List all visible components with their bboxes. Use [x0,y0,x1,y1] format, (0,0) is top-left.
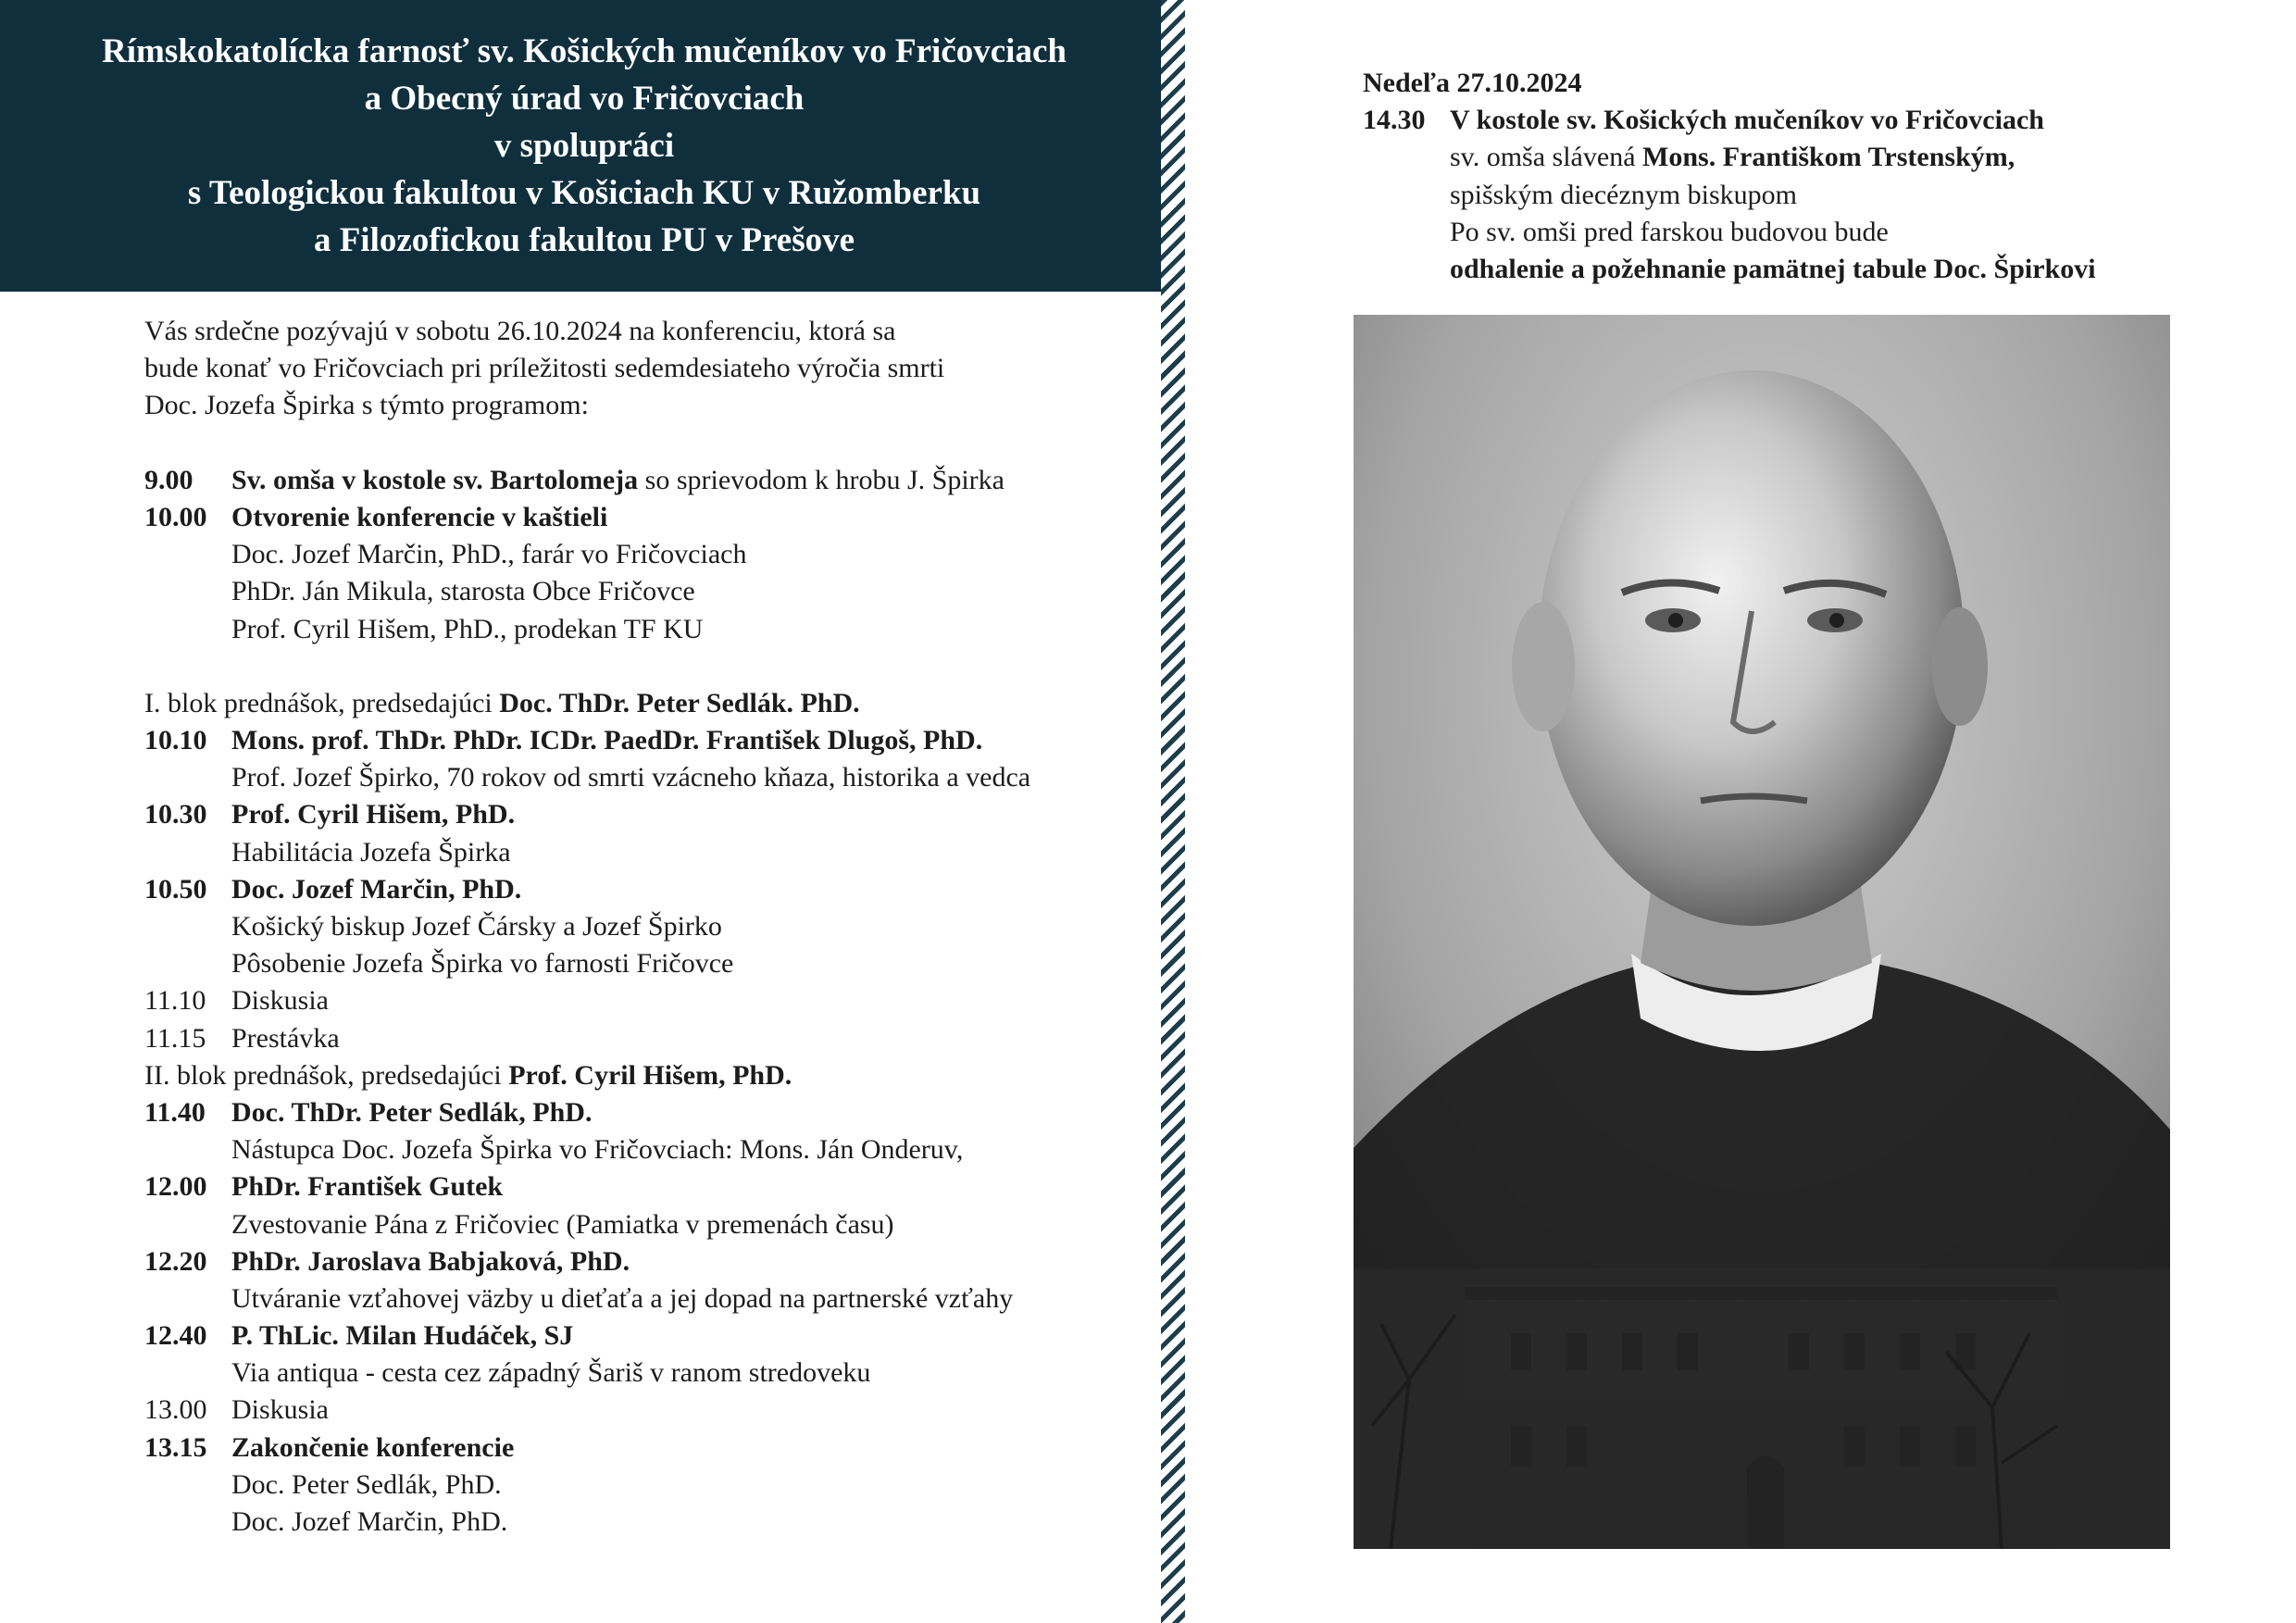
program-item-1000 [144,499,1154,536]
program-title: Prestávka [231,1022,340,1054]
program-item-1315 [144,1429,1154,1467]
program-detail: Prof. Jozef Špirko, 70 rokov od smrti vzácneho kňaza, historika a vedca [231,762,1031,793]
program-detail: Pôsobenie Jozefa Špirka vo farnosti Fričovce [231,948,734,980]
sunday-detail-1: sv. omša slávená Mons. Františkom Trstenským, [1450,142,2015,173]
program-item-1140 [144,1094,1154,1131]
header-line-2: a Obecný úrad vo Fričovciach [364,80,805,118]
program-detail: Habilitácia Jozefa Špirka [231,836,511,868]
program-time: 12.40 [144,1320,207,1352]
block-1-chair: Doc. ThDr. Peter Sedlák. PhD. [499,687,860,718]
program-title: Sv. omša v kostole sv. Bartolomeja [231,464,639,495]
program-item-1050 [144,871,1154,908]
program-detail: Košický biskup Jozef Čársky a Jozef Špirko [231,911,722,942]
header-line-1: Rímskokatolícka farnosť sv. Košických mučeníkov vo Fričovciach [102,32,1067,70]
program-detail: Doc. Peter Sedlák, PhD. [231,1468,502,1500]
sunday-date: Nedeľa 27.10.2024 [1363,68,1582,98]
program-time: 10.00 [144,501,207,532]
header-line-5: a Filozofickou fakultou PU v Prešove [313,221,855,259]
program-time: 9.00 [144,464,193,495]
program-detail: Utváranie vzťahovej väzby u dieťaťa a jej dopad na partnerské vzťahy [231,1282,1014,1314]
program-title: Otvorenie konferencie v kaštieli [231,501,608,532]
sunday-section [1363,65,2196,288]
sunday-title: V kostole sv. Košických mučeníkov vo Fričovciach [1450,105,2044,136]
program-time: 12.20 [144,1245,207,1277]
program-title: Doc. Jozef Marčin, PhD. [231,873,522,905]
program-detail: so sprievodom k hrobu J. Špirka [638,464,1004,495]
program-title: P. ThLic. Milan Hudáček, SJ [231,1320,574,1352]
program-item-1240 [144,1317,1154,1355]
program-title: Doc. ThDr. Peter Sedlák, PhD. [231,1096,593,1128]
program-column [144,313,1154,1541]
program-time: 13.15 [144,1431,207,1463]
program-time: 11.40 [144,1096,206,1128]
header-banner [0,0,1168,292]
program-title: PhDr. František Gutek [231,1171,504,1203]
sunday-detail-2: spišským diecéznym biskupom [1450,179,1797,210]
sunday-time: 14.30 [1363,105,1426,136]
program-item-1220 [144,1243,1154,1280]
program-detail: Zvestovanie Pána z Fričoviec (Pamiatka v premenách času) [231,1208,894,1240]
program-item-1115 [144,1020,1154,1057]
intro-line-3: Doc. Jozefa Špirka s týmto programom: [144,390,589,421]
program-title: Prof. Cyril Hišem, PhD. [231,799,516,830]
header-line-4: s Teologickou fakultou v Košiciach KU v Ružomberku [187,174,981,212]
program-item-0900 [144,462,1154,499]
program-time: 11.15 [144,1022,206,1054]
program-item-1030 [144,796,1154,833]
program-title: PhDr. Jaroslava Babjaková, PhD. [231,1245,630,1277]
portrait-photo [1354,315,2170,1549]
program-time: 11.10 [144,985,206,1017]
program-time: 10.10 [144,725,207,756]
program-detail: Nástupca Doc. Jozefa Špirka vo Fričovciach: Mons. Ján Onderuv, [231,1134,964,1166]
program-title: Diskusia [231,985,329,1017]
sunday-detail-3: Po sv. omši pred farskou budovou bude [1450,216,1889,247]
sunday-detail-4: odhalenie a požehnanie pamätnej tabule Doc. Špirkovi [1450,253,2096,284]
program-detail: PhDr. Ján Mikula, starosta Obce Fričovce [231,576,695,607]
intro-line-1: Vás srdečne pozývajú v sobotu 26.10.2024 na konferenciu, ktorá sa [144,316,896,346]
program-detail: Prof. Cyril Hišem, PhD., prodekan TF KU [231,613,704,644]
program-item-1300 [144,1392,1154,1429]
program-item-1110 [144,982,1154,1019]
program-time: 12.00 [144,1171,207,1203]
program-item-1010 [144,722,1154,759]
program-time: 10.30 [144,799,207,830]
program-time: 10.50 [144,873,207,905]
block-2-heading: II. blok prednášok, predsedajúci Prof. Cyril Hišem, PhD. [144,1059,792,1091]
program-title: Diskusia [231,1394,329,1426]
program-detail: Doc. Jozef Marčin, PhD. [231,1506,508,1537]
program-item-1200 [144,1168,1154,1205]
header-line-3: v spolupráci [493,127,675,165]
portrait-illustration [1354,315,2170,1549]
intro-line-2: bude konať vo Fričovciach pri príležitosti sedemdesiateho výročia smrti [144,353,945,384]
program-title: Mons. prof. ThDr. PhDr. ICDr. PaedDr. František Dlugoš, PhD. [231,725,983,756]
program-detail: Via antiqua - cesta cez západný Šariš v ranom stredoveku [231,1357,871,1389]
block-2-chair: Prof. Cyril Hišem, PhD. [508,1059,792,1091]
program-title: Zakončenie konferencie [231,1431,515,1463]
program-time: 13.00 [144,1394,207,1426]
block-1-heading: I. blok prednášok, predsedajúci Doc. ThDr. Peter Sedlák. PhD. [144,687,860,718]
striped-divider [1161,0,1185,1623]
sunday-item [1363,102,2196,139]
program-detail: Doc. Jozef Marčin, PhD., farár vo Fričovciach [231,539,747,570]
